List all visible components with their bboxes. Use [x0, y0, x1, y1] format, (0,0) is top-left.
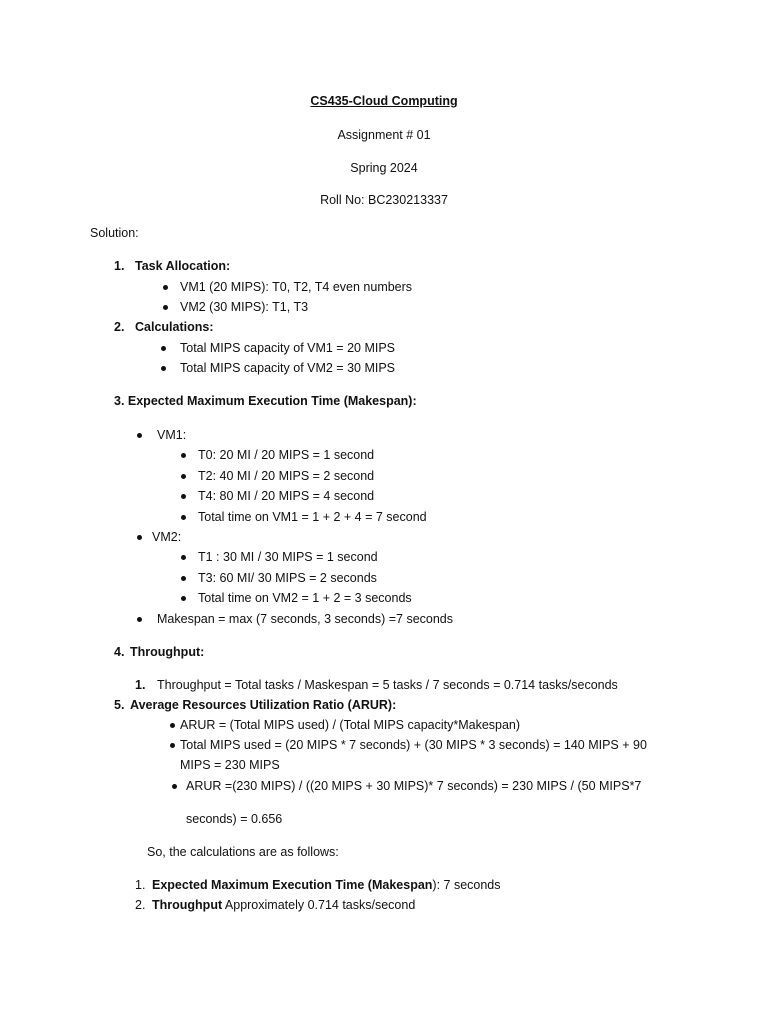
- section-5-number: 5.: [114, 698, 125, 712]
- bullet-icon: [181, 474, 186, 479]
- throughput-line: Throughput = Total tasks / Maskespan = 5 tasks / 7 seconds = 0.714 tasks/seconds: [157, 678, 618, 692]
- list-item: T1 : 30 MI / 30 MIPS = 1 second: [198, 550, 378, 564]
- section-1-number: 1.: [114, 259, 125, 273]
- list-item: Total time on VM2 = 1 + 2 = 3 seconds: [198, 591, 412, 605]
- vm1-label: VM1:: [157, 428, 187, 442]
- list-item: Total time on VM1 = 1 + 2 + 4 = 7 second: [198, 510, 427, 524]
- vm2-label: VM2:: [152, 530, 182, 544]
- throughput-item-number: 1.: [135, 678, 146, 692]
- section-2-number: 2.: [114, 320, 125, 334]
- list-item-continued: seconds) = 0.656: [186, 812, 283, 826]
- bullet-icon: [181, 453, 186, 458]
- list-item: T2: 40 MI / 20 MIPS = 2 second: [198, 469, 375, 483]
- bullet-icon: [172, 784, 177, 789]
- summary-item-1-number: 1.: [135, 878, 146, 892]
- bullet-icon: [163, 285, 168, 290]
- section-4-title: Throughput:: [130, 645, 205, 659]
- bullet-icon: [163, 305, 168, 310]
- bullet-icon: [161, 366, 166, 371]
- makespan-line: Makespan = max (7 seconds, 3 seconds) =7 seconds: [157, 612, 453, 626]
- bullet-icon: [170, 743, 175, 748]
- summary-item-2-number: 2.: [135, 898, 146, 912]
- section-5-title: Average Resources Utilization Ratio (ARUR):: [130, 698, 397, 712]
- bullet-icon: [137, 433, 142, 438]
- list-item-continued: MIPS = 230 MIPS: [180, 758, 280, 772]
- summary-item-2-value: Approximately 0.714 tasks/second: [222, 898, 416, 912]
- summary-item-2: [152, 897, 415, 913]
- summary-item-2-label: Throughput: [152, 898, 223, 912]
- assignment-number: Assignment # 01: [337, 128, 431, 142]
- summary-item-1: [152, 877, 501, 893]
- section-3-title: 3. Expected Maximum Execution Time (Makespan):: [114, 394, 417, 408]
- solution-label: Solution:: [90, 226, 139, 240]
- section-2-title: Calculations:: [135, 320, 214, 334]
- list-item: Total MIPS capacity of VM1 = 20 MIPS: [180, 341, 396, 355]
- bullet-icon: [181, 555, 186, 560]
- term: Spring 2024: [350, 161, 418, 175]
- summary-item-1-value: ): 7 seconds: [432, 878, 501, 892]
- list-item: Total MIPS capacity of VM2 = 30 MIPS: [180, 361, 396, 375]
- bullet-icon: [181, 576, 186, 581]
- bullet-icon: [137, 617, 142, 622]
- list-item: Total MIPS used = (20 MIPS * 7 seconds) + (30 MIPS * 3 seconds) = 140 MIPS + 90: [180, 738, 647, 752]
- course-title: CS435-Cloud Computing: [310, 94, 458, 108]
- bullet-icon: [181, 494, 186, 499]
- list-item: T4: 80 MI / 20 MIPS = 4 second: [198, 489, 375, 503]
- section-4-number: 4.: [114, 645, 125, 659]
- list-item: VM2 (30 MIPS): T1, T3: [180, 300, 309, 314]
- list-item: T0: 20 MI / 20 MIPS = 1 second: [198, 448, 375, 462]
- summary-intro: So, the calculations are as follows:: [147, 845, 339, 859]
- roll-number: Roll No: BC230213337: [320, 193, 448, 207]
- list-item: T3: 60 MI/ 30 MIPS = 2 seconds: [198, 571, 377, 585]
- summary-item-1-label: Expected Maximum Execution Time (Makespan: [152, 878, 433, 892]
- section-1-title: Task Allocation:: [135, 259, 231, 273]
- bullet-icon: [161, 346, 166, 351]
- list-item: ARUR = (Total MIPS used) / (Total MIPS capacity*Makespan): [180, 718, 521, 732]
- bullet-icon: [181, 596, 186, 601]
- bullet-icon: [170, 723, 175, 728]
- bullet-icon: [137, 535, 142, 540]
- bullet-icon: [181, 515, 186, 520]
- list-item: VM1 (20 MIPS): T0, T2, T4 even numbers: [180, 280, 413, 294]
- list-item: ARUR =(230 MIPS) / ((20 MIPS + 30 MIPS)* 7 seconds) = 230 MIPS / (50 MIPS*7: [186, 779, 642, 793]
